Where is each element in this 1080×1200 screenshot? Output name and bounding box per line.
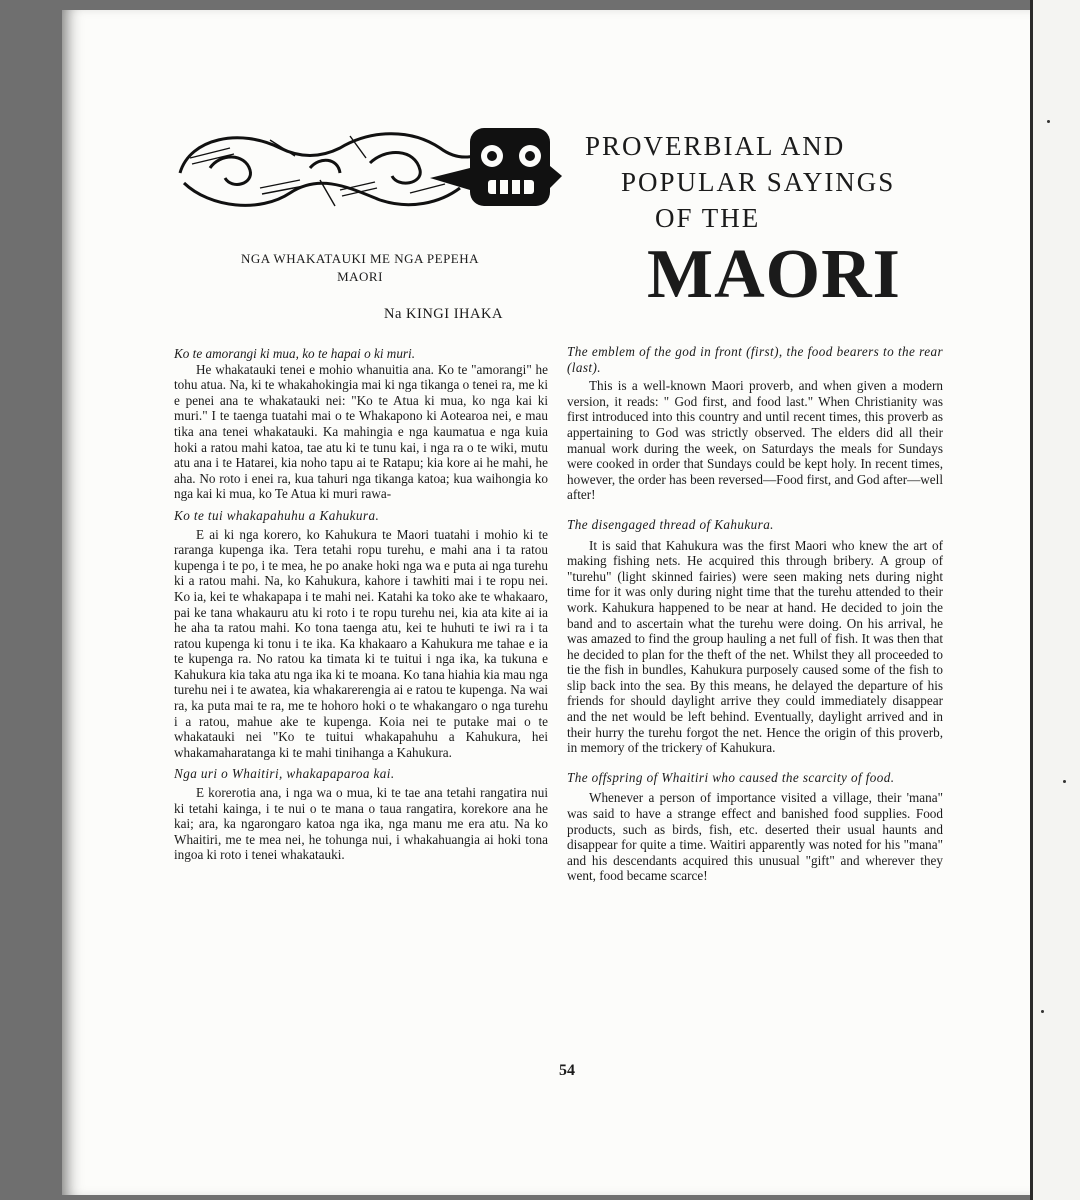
english-text-column <box>567 344 943 884</box>
title-line-1: PROVERBIAL AND <box>585 131 846 161</box>
section-heading: Ko te tui whakapahuhu a Kahukura. <box>174 507 380 523</box>
section-heading: The offspring of Whaitiri who caused the scarcity of food. <box>567 769 895 785</box>
maori-carving-emblem <box>170 118 565 218</box>
maori-title-line-2: MAORI <box>337 269 383 284</box>
section-body: He whakatauki tenei e mohio whanuitia ana. Ko te "amorangi" he tohu atua. Na, ki te whakahokingia mai ki nga tikanga o tenei ra, me ki e penei ana te whakatauki nei: "Ko te Atua ki mua, ko nga kai ki muri." I te taenga tuatahi mai o te Whakapono ki Aotearoa nei, e mau tika ana tenei whakatauki. Ka mahingia e nga kaumatua e nga kuia hoki a ratou mahi katoa, tae atu ki te tunu kai, i nga ra o te wiki, mutu atu ana i te Hatarei, kia noho tapu ai te Ratapu; kia kore ai he mahi, he aha. No roto i enei ra, kua tahuri nga tikanga katoa; kua waihongia ko nga kai ki mua, ko Te Atua ki muri rawa- <box>174 361 548 502</box>
maori-title <box>120 250 600 286</box>
section-body: This is a well-known Maori proverb, and when given a modern version, it reads: " God first, and food last." When Christianity was first introduced into this country and until recent times, this proverb as appertaining to God was strictly observed. The elders did all their manual work during the week, on Saturdays the meals for Sundays were cooked in order that Sundays could be kept holy. In recent times, however, the order has been reversed—Food first, and God after—well after! <box>567 378 943 503</box>
adjacent-page-edge <box>1030 0 1080 1200</box>
maori-title-line-1: NGA WHAKATAUKI ME NGA PEPEHA <box>240 251 480 266</box>
section-body: E korerotia ana, i nga wa o mua, ki te tae ana tetahi rangatira nui ki tetahi kainga, i te nui o te mana o taua rangatira, korekore ana he kai; ara, ka ngarongaro katoa nga ika, nga manu me era atu. Na ko Whaitiri, me te mea nei, he tohunga nui, i whakahuangia ai hoki tona ingoa ki roto i tenei whakatauki. <box>174 785 548 863</box>
maori-text-column <box>174 346 548 863</box>
section-body: It is said that Kahukura was the first Maori who knew the art of making fishing nets. He acquired this through bribery. A group of "turehu" (light skinned fairies) were seen making nets during night time for it was only during night time that the turehu attended to their work. Kahukura happened to be near at hand. He decided to join the band and to ascertain what the turehu were doing. On his arrival, he was amazed to find the group hauling a net full of fish. It was then that he decided to plan for the theft of the net. Whilst they all proceeded to tie the fish in bundles, Kahukura purposely caused some of the fish to slip back into the sea. By this means, he delayed the departure of his friends for should daylight arrive they could immediately disappear and the net would be left behind. Eventually, daylight arrived and in their hurry the turehu forgot the net. Hence the origin of this proverb, in memory of the trickery of Kahukura. <box>567 537 943 756</box>
section-heading: Ko te amorangi ki mua, ko te hapai o ki muri. <box>174 346 416 361</box>
title-line-3: OF THE <box>655 203 761 233</box>
section-body: Whenever a person of importance visited a village, their 'mana" was said to have a strange effect and banished food supplies. Food products, such as birds, fish, etc. deserted their usual haunts and disappear for quite a time. Waitiri apparently was noted for his "mana" and his descendants acquired this unusual "gift" and wherever they went, food became scarce! <box>567 790 943 884</box>
section-heading: Nga uri o Whaitiri, whakapaparoa kai. <box>174 766 395 782</box>
title-maori-large: MAORI <box>647 236 901 313</box>
author-byline: Na KINGI IHAKA <box>384 306 503 322</box>
section-heading: The disengaged thread of Kahukura. <box>567 516 774 532</box>
section-heading: The emblem of the god in front (first), the food bearers to the rear (last). <box>567 344 943 375</box>
title-line-2: POPULAR SAYINGS <box>621 167 896 197</box>
section-body: E ai ki nga korero, ko Kahukura te Maori tuatahi i mohio ki te raranga kupenga ika. Tera tetahi ropu turehu, e mahi ana i ta ratou kupenga i te po, i te mea, he po anake hoki nga wa e puta ai nga turehu ki a ratou mahi. Na, ko Kahukura, kahore i tawhiti mai i te ropu nei. Ko ia, kei te whakapapa i te mahi nei. Katahi ka toko ake te whakaaro, pai ke tana whakauru atu ki roto i te ropu turehu nei, kia ata kite ai ia he aha ta ratou mahi. Ko tona taenga atu, kei te huhuti te iwi ra i ta ratou kupenga ki tonu i te ika. Ka khakaaro a Kahukura me tahae e ia te kupenga ra. No ratou ka timata ki te tuitui i nga ika, ka tukuna e Kahukura kia taka atu nga ika ki te moana. Ko tana hiahia kia mau nga turehu nei i te awatea, kia whakarerengia ai e ratou te kupenga. Na wai ra, ka puta mai te ra, me te hohoro hoki o te whakangaro o nga turehu i a ratou, mahue ake te kupenga. Koia nei te putake mai o te whakatauki nei "Ko te tuitui whakapahuhu a Kahukura, hei whakamaharatanga ki te mahi tinihanga a Kahukura. <box>174 526 548 760</box>
page-number: 54 <box>559 1062 575 1079</box>
